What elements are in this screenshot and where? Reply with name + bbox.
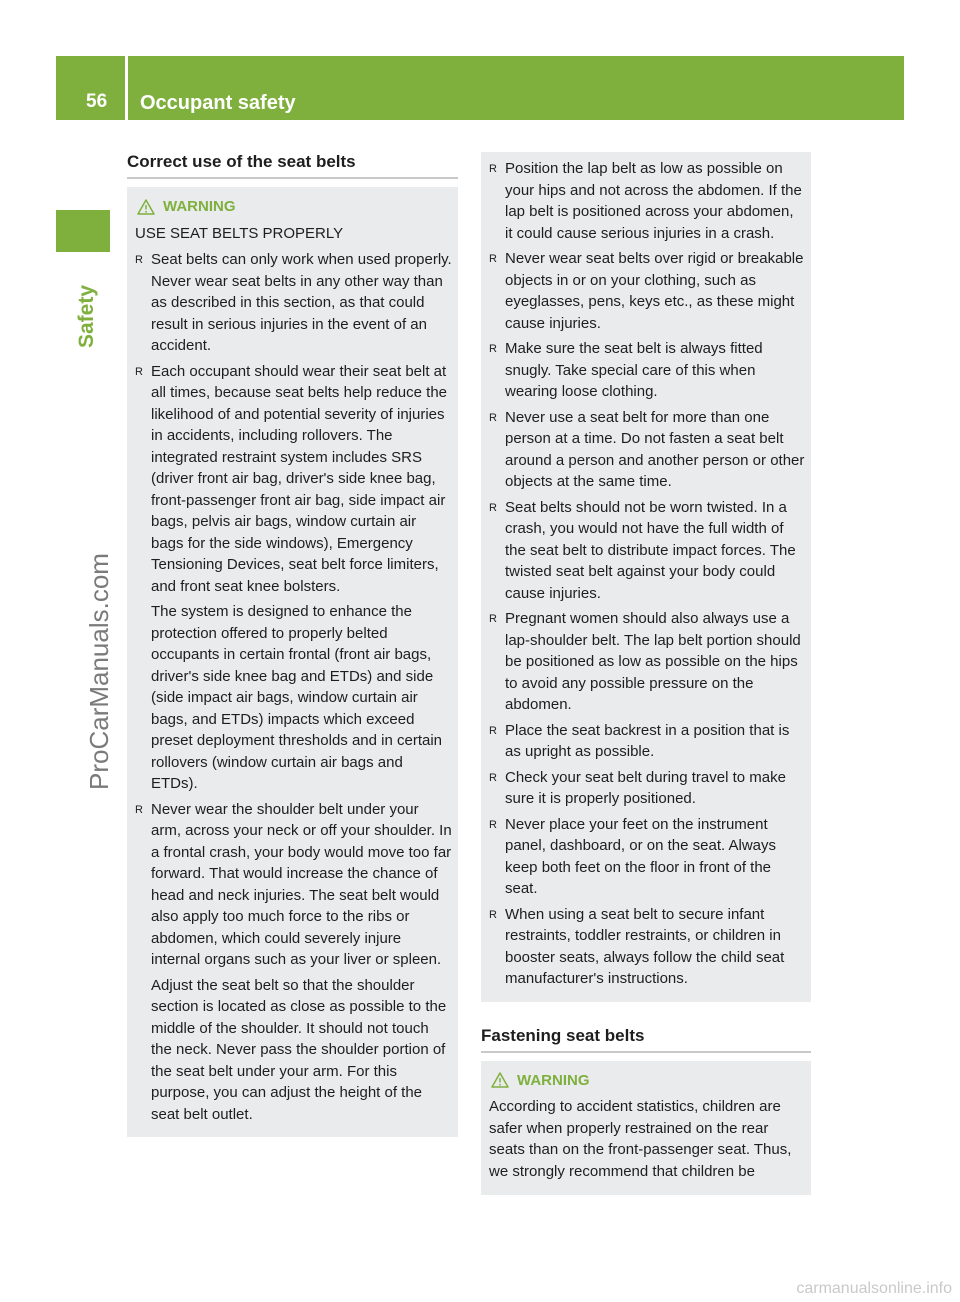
bullet-icon: R — [489, 908, 497, 921]
bullet-icon: R — [489, 771, 497, 784]
list-item-text: Never wear the shoulder belt under your arm, across your neck or off your shoulder. In a frontal crash, your body would move too far forward. That would increase the chance of head and neck injuries. The seat belt would also apply too much force to the ribs or abdomen, which could severely injure internal organs such as your liver or spleen. — [151, 800, 452, 968]
warning-header — [135, 196, 452, 218]
warning-title: WARNING — [517, 1071, 590, 1089]
list-item-text: Never place your feet on the instrument panel, dashboard, or on the seat. Always keep both feet on the floor in front of the seat. — [505, 815, 777, 897]
bullet-icon: R — [135, 365, 143, 378]
warning-box — [127, 187, 458, 1137]
warning-title: WARNING — [163, 198, 236, 215]
bullet-icon: R — [489, 724, 497, 737]
list-item — [489, 497, 805, 605]
list-item-text: Position the lap belt as low as possible on your hips and not across the abdomen. If the lap belt is positioned across your abdomen, it could cause serious injuries in a crash. — [505, 160, 802, 242]
list-item — [489, 608, 805, 716]
list-item — [135, 799, 452, 971]
warning-text: According to accident statistics, children are safer when properly restrained on the rear seats than on the front-passenger seat. Thus, we strongly recommend that children be — [489, 1098, 792, 1180]
section-heading: Fastening seat belts — [481, 1024, 811, 1053]
list-item — [489, 407, 805, 493]
warning-header — [489, 1070, 805, 1092]
list-item — [489, 338, 805, 403]
bullet-icon: R — [489, 818, 497, 831]
list-item-text: Never use a seat belt for more than one person at a time. Do not fasten a seat belt around a person and another person or other objects at the same time. — [505, 408, 805, 490]
left-column — [127, 150, 458, 1137]
list-item — [135, 249, 452, 357]
list-item-text: Check your seat belt during travel to make sure it is properly positioned. — [505, 768, 786, 807]
list-item-continuation: The system is designed to enhance the protection offered to properly belted occupants in certain frontal (front air bags, driver's side knee bag and ETDs) and side (side impact air bags, window curtain air bags, and ETDs) impacts which exceed preset deployment thresholds and in certain rollovers (window curtain air bags and ETDs). — [151, 603, 443, 792]
list-item — [489, 904, 805, 990]
list-item-text: Seat belts should not be worn twisted. In a crash, you would not have the full width of the seat belt to distribute impact forces. The twisted seat belt against your body could cause injuries. — [505, 498, 796, 602]
list-item — [489, 767, 805, 810]
list-item — [489, 248, 805, 334]
warning-box — [481, 1061, 811, 1196]
list-item — [489, 814, 805, 900]
bullet-icon: R — [489, 163, 497, 175]
section-heading: Correct use of the seat belts — [127, 150, 458, 179]
list-item-text: Each occupant should wear their seat belt at all times, because seat belts help reduce the likelihood of and potential severity of injuries in accidents, including rollovers. The integrated restraint system includes SRS (driver front air bag, driver's side knee bag, front-passenger front air bag, side impact air bags, pelvis air bags, window curtain air bags for the side windows), Emergency Tensioning Devices, seat belt force limiters, and front seat knee bolsters. — [151, 362, 448, 595]
section-label: Safety — [75, 284, 98, 348]
bullet-icon: R — [489, 253, 497, 265]
list-item-text: Seat belts can only work when used properly. Never wear seat belts in any other way than as described in this section, as that could result in serious injuries in the event of an accident. — [151, 251, 452, 354]
list-item-text: Never wear seat belts over rigid or breakable objects in or on your clothing, such as eyeglasses, pens, keys etc., as these might cause injuries. — [505, 250, 804, 332]
list-item — [135, 361, 452, 598]
warning-box-continued — [481, 152, 811, 1002]
bullet-icon: R — [489, 613, 497, 625]
bullet-icon: R — [135, 254, 143, 266]
list-item-continuation: Adjust the seat belt so that the shoulder section is located as close as possible to the middle of the shoulder. It should not touch the neck. Never pass the shoulder portion of the seat belt under your arm. For this purpose, you can adjust the height of the seat belt outlet. — [151, 976, 447, 1123]
footer-watermark: carmanualsonline.info — [796, 1280, 952, 1297]
section-tab-marker — [56, 210, 110, 252]
bullet-icon: R — [135, 803, 143, 816]
list-item — [489, 158, 805, 244]
list-item-text: Make sure the seat belt is always fitted snugly. Take special care of this when wearing loose clothing. — [505, 340, 763, 400]
header-divider — [125, 56, 128, 120]
warning-triangle-icon — [491, 1072, 509, 1088]
list-item-text: Place the seat backrest in a position that is as upright as possible. — [505, 721, 790, 760]
right-column — [481, 152, 811, 1195]
bullet-icon: R — [489, 343, 497, 355]
warning-triangle-icon — [137, 199, 155, 215]
page-number: 56 — [86, 91, 108, 112]
list-item-text: Pregnant women should also always use a lap-shoulder belt. The lap belt portion should be positioned as low as possible on the hips to avoid any possible pressure on the abdomen. — [505, 610, 801, 713]
warning-intro: USE SEAT BELTS PROPERLY — [135, 224, 344, 242]
page-title: Occupant safety — [140, 92, 296, 114]
bullet-icon: R — [489, 411, 497, 424]
list-item-text: When using a seat belt to secure infant restraints, toddler restraints, or children in booster seats, always follow the child seat manufacturer's instructions. — [505, 905, 785, 987]
list-item — [489, 720, 805, 763]
bullet-icon: R — [489, 501, 497, 514]
side-watermark: ProCarManuals.com — [84, 553, 114, 790]
